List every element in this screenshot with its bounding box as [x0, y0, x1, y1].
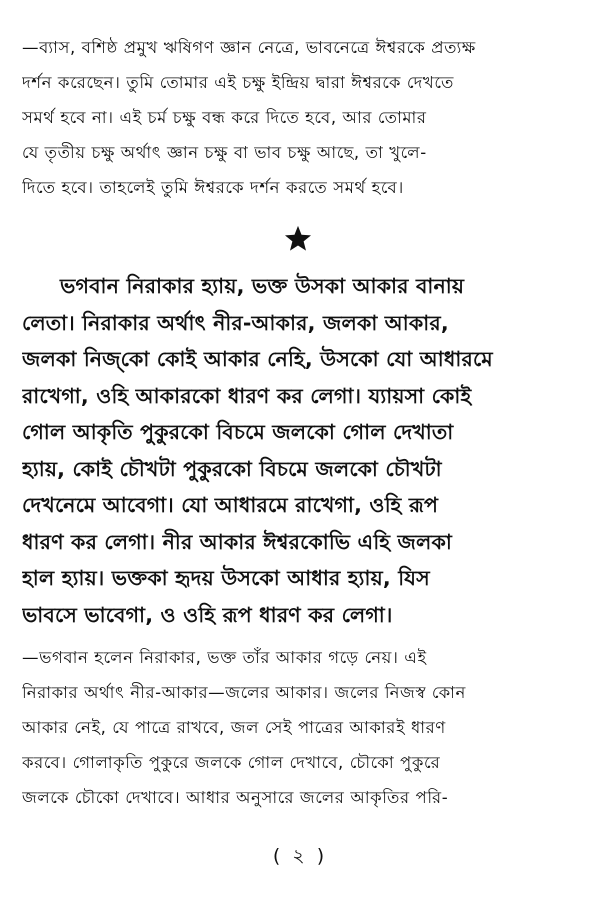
- text-line: —ভগবান হলেন নিরাকার, ভক্ত তাঁর আকার গড়ে নেয়। এই: [22, 648, 427, 667]
- text-line: আকার নেই, যে পাত্রে রাখবে, জল সেই পাত্রের আকারই ধারণ: [22, 718, 446, 737]
- text-line: —ব্যাস, বশিষ্ঠ প্রমুখ ঋষিগণ জ্ঞান নেত্রে, ভাবনেত্রে ঈশ্বরকে প্রত্যক্ষ: [22, 38, 476, 57]
- text-line: দিতে হবে। তাহলেই তুমি ঈশ্বরকে দর্শন করতে সমর্থ হবে।: [22, 178, 404, 197]
- star-icon: [281, 224, 315, 254]
- text-line: সমর্থ হবে না। এই চর্ম চক্ষু বন্ধ করে দিতে হবে, আর তোমার: [22, 108, 427, 127]
- text-line: গোল আকৃতি পুকুরকো বিচমে জলকো গোল দেখাতা: [22, 420, 454, 444]
- paragraph-quote: [22, 268, 580, 633]
- text-line: জলকে চৌকো দেখাবে। আধার অনুসারে জলের আকৃতির পরি-: [22, 788, 449, 807]
- text-line: দেখনেমে আবেগা। যো আধারমে রাখেগা, ওহি রূপ: [22, 493, 439, 517]
- text-line: রাখেগা, ওহি আকারকো ধারণ কর লেগা। য্যায়সা কোই: [22, 383, 472, 408]
- text-line: হ্যায়, কোই চৌখটা পুকুরকো বিচমে জলকো চৌখটা: [22, 456, 442, 481]
- text-line: দর্শন করেছেন। তুমি তোমার এই চক্ষু ইন্দ্রিয় দ্বারা ঈশ্বরকে দেখতে: [22, 73, 454, 92]
- text-line: ভাবসে ভাবেগা, ও ওহি রূপ ধারণ কর লেগা।: [22, 602, 393, 627]
- text-line: জলকা নিজ্‌কো কোই আকার নেহি, উসকো যো আধারমে: [22, 347, 493, 371]
- text-line: ধারণ কর লেগা। নীর আকার ঈশ্বরকোভি এহি জলকা: [22, 529, 452, 554]
- paragraph-intro: [22, 30, 580, 205]
- text-line: করবে। গোলাকৃতি পুকুরে জলকে গোল দেখাবে, চৌকো পুকুরে: [22, 753, 441, 772]
- text-line: যে তৃতীয় চক্ষু অর্থাৎ জ্ঞান চক্ষু বা ভাব চক্ষু আছে, তা খুলে-: [22, 143, 427, 162]
- page-number: ( ২ ): [272, 845, 328, 867]
- text-line: লেতা। নিরাকার অর্থাৎ নীর-আকার, জলকা আকার,: [22, 310, 449, 335]
- text-line: নিরাকার অর্থাৎ নীর-আকার—জলের আকার। জলের নিজস্ব কোন: [22, 683, 466, 702]
- paragraph-explanation: [22, 640, 580, 815]
- text-line: হাল হ্যায়। ভক্তকা হৃদয় উসকো আধার হ্যায়, যিস: [22, 566, 430, 590]
- text-line: ভগবান নিরাকার হ্যায়, ভক্ত উসকা আকার বানায়: [60, 274, 465, 298]
